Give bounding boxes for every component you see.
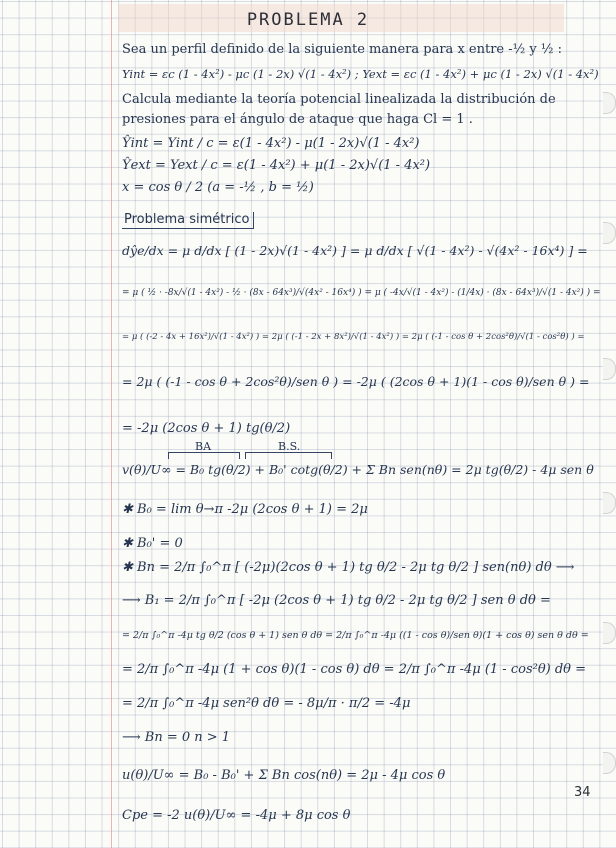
binder-hole [603,222,616,244]
section-heading: Problema simétrico [122,212,254,229]
coefficient-line: ✱ B₀' = 0 [122,536,183,551]
binder-hole [603,622,616,644]
binder-hole [603,492,616,514]
intro-line: presiones para el ángulo de ataque que haga Cl = 1 . [122,112,473,127]
derivation-line: = -2μ (2cos θ + 1) tg(θ/2) [122,421,291,436]
coefficient-line: = 2/π ∫₀^π -4μ sen²θ dθ = - 8μ/π · π/2 = -4μ [122,696,411,711]
binder-hole [603,752,616,774]
brace-bs [245,452,332,459]
coefficient-line: ✱ B₀ = lim θ→π -2μ (2cos θ + 1) = 2μ [122,502,368,517]
coefficient-line: = 2/π ∫₀^π -4μ tg θ/2 (cos θ + 1) sen θ dθ = 2/π ∫₀^π -4μ ((1 - cos θ)/sen θ)(1 + cos θ) sen θ dθ = [122,630,589,641]
velocity-equation: v(θ)/U∞ = B₀ tg(θ/2) + B₀' cotg(θ/2) + Σ Bn sen(nθ) = 2μ tg(θ/2) - 4μ sen θ [122,462,594,477]
coefficient-line: ⟶ B₁ = 2/π ∫₀^π [ -2μ (2cos θ + 1) tg θ/2 - 2μ tg θ/2 ] sen θ dθ = [122,593,551,608]
binder-hole [603,358,616,380]
result-line: u(θ)/U∞ = B₀ - B₀' + Σ Bn cos(nθ) = 2μ - 4μ cos θ [122,768,446,783]
definition-line: Ŷint = Yint / c = ε(1 - 4x²) - μ(1 - 2x)√(1 - 4x²) [122,136,420,151]
coefficient-line: ✱ Bn = 2/π ∫₀^π [ (-2μ)(2cos θ + 1) tg θ/2 - 2μ tg θ/2 ] sen(nθ) dθ ⟶ [122,560,575,575]
coefficient-line: = 2/π ∫₀^π -4μ (1 + cos θ)(1 - cos θ) dθ = 2/π ∫₀^π -4μ (1 - cos²θ) dθ = [122,662,587,677]
binder-hole [603,92,616,114]
derivation-line: = μ ( (-2 - 4x + 16x²)/√(1 - 4x²) ) = 2μ ( (-1 - 2x + 8x²)/√(1 - 4x²) ) = 2μ ( (-1 - cos θ + 2cos²θ)/√(1 - cos²θ) ) = [122,332,585,342]
intro-line: Sea un perfil definido de la siguiente manera para x entre -½ y ½ : [122,42,562,57]
coefficient-line: ⟶ Bn = 0 n > 1 [122,730,231,745]
derivation-line: = μ ( ½ · -8x/√(1 - 4x²) - ½ · (8x - 64x³)/√(4x² - 16x⁴) ) = μ ( -4x/√(1 - 4x²) - (1/4x) · (8x - 64x³)/√(1 - 4x²) ) = [122,288,601,298]
result-line: Cpe = -2 u(θ)/U∞ = -4μ + 8μ cos θ [122,808,351,823]
definition-line: x = cos θ / 2 (a = -½ , b = ½) [122,180,314,195]
definition-line: Ŷext = Yext / c = ε(1 - 4x²) + μ(1 - 2x)√(1 - 4x²) [122,158,431,173]
brace-label-bs: B.S. [278,440,301,453]
brace-ba [168,452,240,459]
intro-line: Yint = εc (1 - 4x²) - μc (1 - 2x) √(1 - 4x²) ; Yext = εc (1 - 4x²) + μc (1 - 2x) √(1 - 4x²) [122,67,599,81]
derivation-line: dŷe/dx = μ d/dx [ (1 - 2x)√(1 - 4x²) ] = μ d/dx [ √(1 - 4x²) - √(4x² - 16x⁴) ] = [122,243,588,258]
margin-line [111,0,112,848]
page-title: PROBLEMA 2 [246,10,370,30]
page-number: 34 [574,785,591,800]
brace-label-ba: BA [195,440,212,453]
intro-line: Calcula mediante la teoría potencial linealizada la distribución de [122,92,556,107]
derivation-line: = 2μ ( (-1 - cos θ + 2cos²θ)/sen θ ) = -2μ ( (2cos θ + 1)(1 - cos θ)/sen θ ) = [122,374,590,389]
